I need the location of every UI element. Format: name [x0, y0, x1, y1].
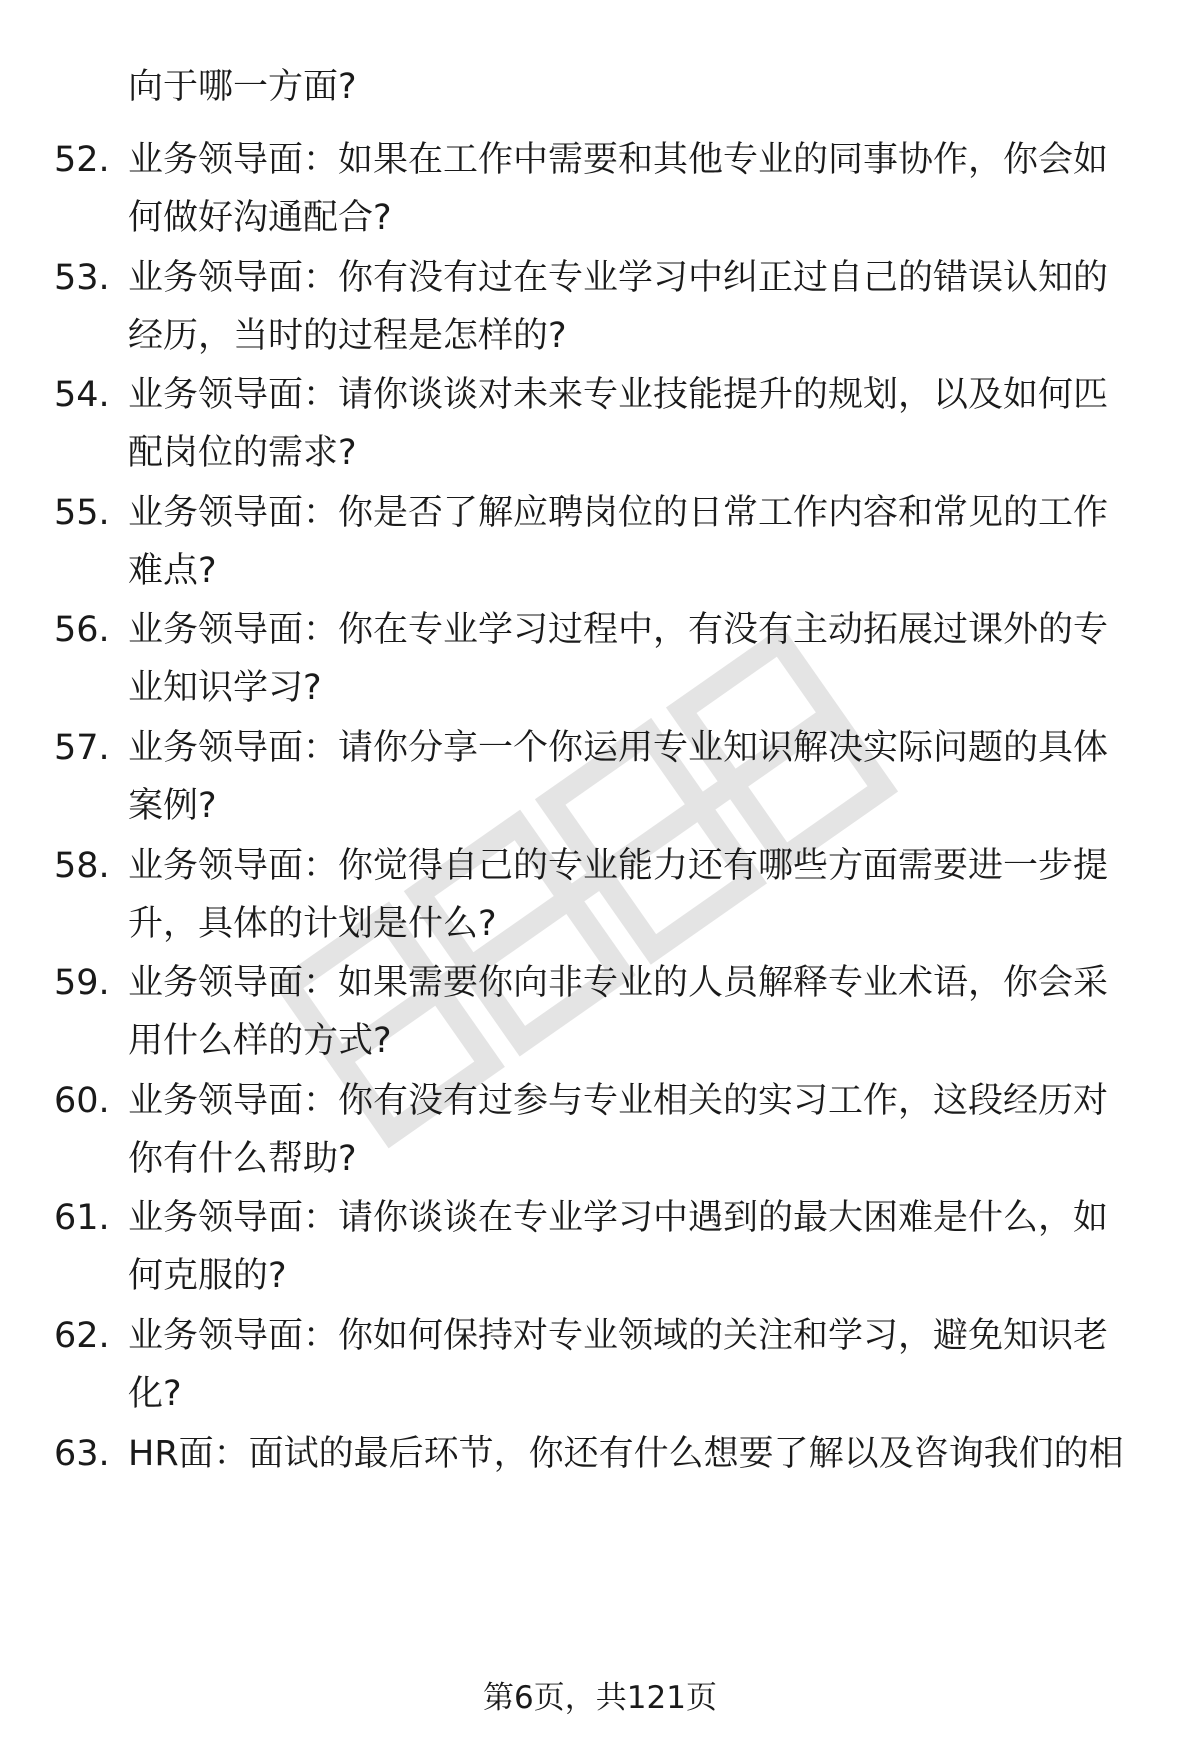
question-text — [128, 719, 1140, 835]
question-text — [128, 954, 1140, 1070]
question-item — [0, 1425, 1200, 1541]
question-item — [0, 1072, 1200, 1188]
question-item — [0, 366, 1200, 482]
question-text-line: 业务领导面：请你谈谈在专业学习中遇到的最大困难是什么，如 — [128, 1198, 1109, 1239]
question-text-line: 业务领导面：如果在工作中需要和其他专业的同事协作，你会如 — [128, 140, 1109, 180]
question-number: 57. — [54, 728, 110, 768]
question-number: 55. — [54, 492, 110, 533]
question-text — [128, 249, 1140, 365]
question-number: 52. — [54, 140, 110, 180]
page-footer: 第6页，共121页 — [483, 1680, 717, 1716]
question-text — [128, 131, 1140, 247]
question-text-line: 案例? — [128, 786, 217, 826]
question-number: 54. — [54, 375, 110, 416]
question-text — [128, 1072, 1140, 1188]
question-number: 59. — [54, 963, 110, 1004]
question-text — [128, 837, 1140, 953]
question-number: 63. — [54, 1433, 110, 1474]
question-text — [128, 484, 1140, 600]
question-number: 56. — [54, 610, 110, 651]
question-text-line: 用什么样的方式? — [128, 1021, 392, 1062]
question-item — [0, 1307, 1200, 1423]
question-text-line: 升，具体的计划是什么? — [128, 903, 497, 944]
question-text-line: 何克服的? — [128, 1256, 287, 1297]
question-text-line: 业务领导面：如果需要你向非专业的人员解释专业术语，你会采 — [128, 963, 1109, 1004]
question-item — [0, 954, 1200, 1070]
question-text — [128, 1307, 1140, 1423]
question-text-line: 难点? — [128, 550, 217, 591]
continuation-line: 向于哪一方面? — [128, 67, 357, 107]
question-number: 62. — [54, 1316, 110, 1356]
question-text — [128, 601, 1140, 717]
question-text-line: 何做好沟通配合? — [128, 198, 392, 238]
question-text-line: 业知识学习? — [128, 668, 322, 709]
question-text-line: 业务领导面：你觉得自己的专业能力还有哪些方面需要进一步提 — [128, 845, 1109, 886]
question-text-line: 业务领导面：你在专业学习过程中，有没有主动拓展过课外的专 — [128, 610, 1109, 651]
question-item — [0, 484, 1200, 600]
question-number: 58. — [54, 845, 110, 886]
question-item — [0, 131, 1200, 247]
question-text-line: 业务领导面：你有没有过在专业学习中纠正过自己的错误认知的 — [128, 257, 1109, 298]
question-text — [128, 1425, 1140, 1483]
question-item — [0, 719, 1200, 835]
question-text-line: HR面：面试的最后环节，你还有什么想要了解以及咨询我们的相 — [128, 1433, 1124, 1474]
question-text-line: 配岗位的需求? — [128, 433, 357, 474]
question-item — [0, 249, 1200, 365]
question-text-line: 经历，当时的过程是怎样的? — [128, 315, 567, 356]
question-text-line: 业务领导面：请你谈谈对未来专业技能提升的规划，以及如何匹 — [128, 375, 1109, 416]
question-text-line: 业务领导面：你如何保持对专业领域的关注和学习，避免知识老 — [128, 1316, 1109, 1356]
question-text-line: 你有什么帮助? — [128, 1138, 357, 1179]
question-item — [0, 601, 1200, 717]
question-text-line: 化? — [128, 1374, 182, 1414]
question-number: 53. — [54, 257, 110, 298]
question-text — [128, 366, 1140, 482]
question-item — [0, 1189, 1200, 1305]
question-number: 61. — [54, 1198, 110, 1239]
question-number: 60. — [54, 1080, 110, 1121]
question-text-line: 业务领导面：你有没有过参与专业相关的实习工作，这段经历对 — [128, 1080, 1109, 1121]
question-text — [128, 1189, 1140, 1305]
question-text-line: 业务领导面：请你分享一个你运用专业知识解决实际问题的具体 — [128, 728, 1109, 768]
question-text-line: 业务领导面：你是否了解应聘岗位的日常工作内容和常见的工作 — [128, 492, 1109, 533]
question-item — [0, 837, 1200, 953]
